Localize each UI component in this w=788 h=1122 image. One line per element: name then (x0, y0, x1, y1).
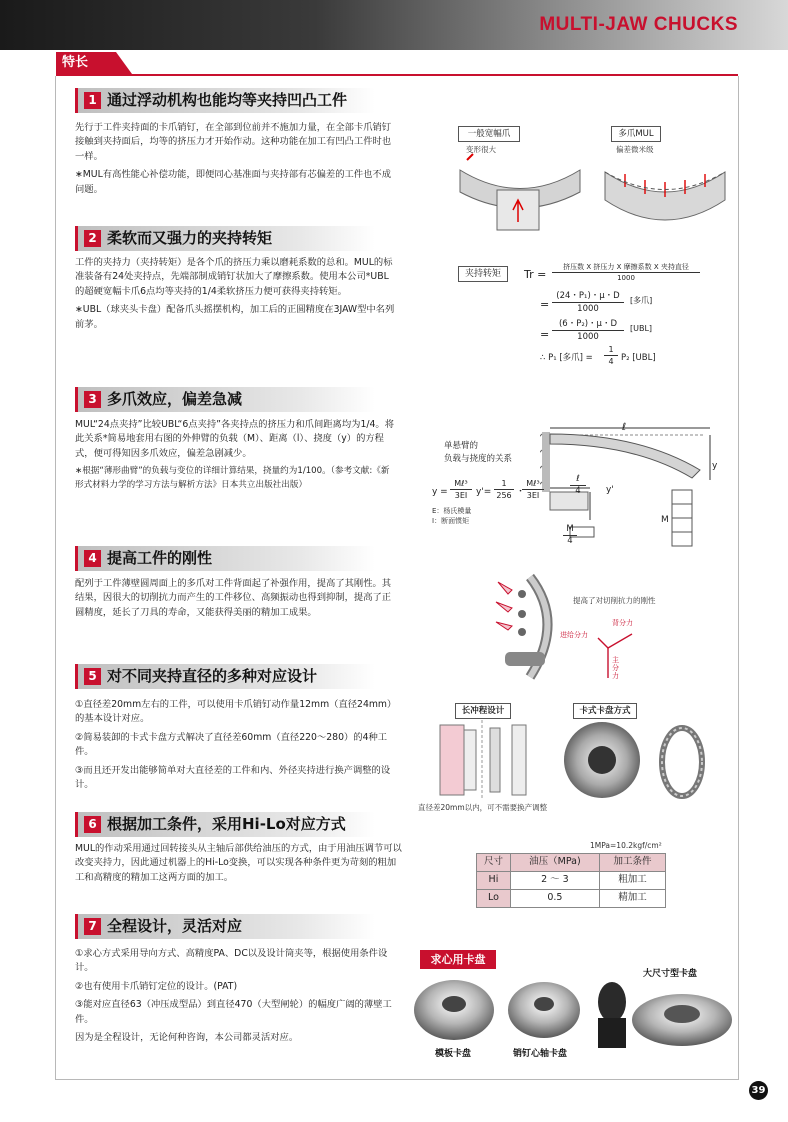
paragraph: 因为是全程设计，无论何种咨询，本公司都灵活对应。 (75, 1032, 299, 1044)
fig7-chuck-photos (412, 972, 742, 1052)
formula-fraction: (24・P₁)・μ・D 1000 (552, 290, 624, 315)
fig-note: 变形很大 (466, 145, 496, 154)
fig1-illustration (455, 152, 730, 232)
paragraph: 先行于工件夹持面的卡爪销钉，在全部到位前并不施加力量，在全部卡爪销钉接触到夹持面后，均等的挤压力才开始作动。这种功能在加工有凹凸工件时也一样。 (75, 122, 392, 162)
label-l: ℓ (622, 422, 627, 433)
formula-fraction: (6・P₂)・μ・D 1000 (552, 318, 624, 343)
section-heading (75, 812, 375, 837)
section-number: 6 (84, 816, 101, 833)
label-yprime: y' (606, 485, 614, 495)
formula-fraction: Mℓ³ 3EI (450, 478, 472, 501)
formula-result-tail: P₂ [UBL] (621, 353, 656, 363)
fig-label-long-stroke: 长冲程设计 (455, 703, 511, 719)
fig-label-centering: 求心用卡盘 (420, 950, 496, 969)
conditions-table (476, 853, 666, 908)
formula-fraction: 1 256 (494, 478, 514, 501)
fig-label-cassette: 卡式卡盘方式 (573, 703, 637, 719)
fig3-title: 单悬臂的 负载与挠度的关系 (444, 441, 513, 464)
page-number: 39 (749, 1081, 768, 1100)
section-body (75, 256, 398, 336)
list-item: ①直径差20mm左右的工件，可以使用卡爪销钉动作量12mm（直径24mm）的基本设计对应。 (75, 699, 397, 725)
paragraph: MUL的作动采用通过回转接头从主轴后部供给油压的方式，由于用油压调节可以改变夹持力，因此通过机器上的Hi-Lo变换，可以实现各种条件更为苛刻的粗加工和高精度的精加工这两方面的加工。 (75, 843, 402, 883)
section-title: 对不同夹持直径的多种对应设计 (107, 667, 318, 685)
paragraph: MUL“24点夹持”比较UBL“6点夹持”各夹持点的挤压力和爪间距离均为1/4。将此关系*简易地套用右图的外伸臂的负载（M）、距离（l）、挠度（y）的方程式，便可得知因多爪效应，偏差急剧减少。 (75, 419, 394, 459)
caption-large-chuck: 大尺寸型卡盘 (643, 969, 698, 979)
column-header: 加工条件 (599, 854, 665, 872)
label-M: M (661, 515, 669, 525)
section-heading (75, 387, 375, 412)
caption-template-chuck: 模板卡盘 (435, 1049, 472, 1059)
table-row (477, 890, 666, 908)
list-item: ①求心方式采用导向方式、高精度PA、DC以及设计筒夹等，根据使用条件设计。 (75, 948, 388, 974)
section-heading (75, 226, 375, 251)
table-cell: 粗加工 (599, 872, 665, 890)
formula-eq: = (540, 328, 550, 341)
note: ∗UBL（球夹头卡盘）配备爪头摇摆机构，加工后的正圆精度在3JAW型中名列前茅。 (75, 304, 395, 330)
section-title: 根据加工条件，采用Hi-Lo对应方式 (107, 815, 346, 833)
section-body (75, 842, 405, 889)
section-number: 2 (84, 230, 101, 247)
formula-eq: = (540, 298, 550, 311)
list-item: ③能对应直径63（冲压成型品）到直径470（大型闸轮）的幅度广阔的薄壁工件。 (75, 999, 392, 1025)
formula-tr: Tr = (524, 268, 547, 281)
column-header: 尺寸 (477, 854, 511, 872)
table-header (477, 854, 666, 872)
section-body (75, 121, 398, 201)
section-title: 柔软而又强力的夹持转矩 (107, 229, 273, 247)
section-body (75, 698, 398, 796)
formula-tag: [多爪] (630, 296, 653, 305)
section-number: 7 (84, 918, 101, 935)
list-item: ②也有使用卡爪销钉定位的设计。(PAT) (75, 980, 238, 992)
force-label: 进给分力 (560, 631, 588, 639)
formula-fraction: 1 4 (604, 344, 618, 367)
section-title: 全程设计，灵活对应 (107, 917, 243, 935)
table-cell: Lo (477, 890, 511, 908)
list-item: ③而且还开发出能够简单对大直径差的工件和内、外径夹持进行换产调整的设计。 (75, 764, 391, 791)
fig-label-wide-jaw: 一般宽幅爪 (458, 126, 520, 142)
unit-note: 1MPa=10.2kgf/cm² (590, 841, 662, 850)
table-cell: Hi (477, 872, 511, 890)
fig4-illustration (490, 572, 570, 682)
label-l4: ℓ 4 (570, 474, 586, 497)
force-label: 背分力 (612, 619, 633, 627)
label-y: y (712, 461, 718, 471)
section-number: 3 (84, 391, 101, 408)
section-heading (75, 88, 375, 113)
section-title: 提高工件的刚性 (107, 549, 213, 567)
label-M4: M 4 (563, 524, 577, 547)
fig-label-torque: 夹持转矩 (458, 266, 508, 282)
table-row (477, 872, 666, 890)
column-header: 油压（MPa) (510, 854, 599, 872)
section-heading (75, 664, 375, 689)
section-tab: 特长 (56, 52, 116, 74)
page-title: MULTI-JAW CHUCKS (539, 14, 738, 35)
table-cell: 2 ～ 3 (510, 872, 599, 890)
formula-tag: [UBL] (630, 324, 653, 333)
cassette-chuck-photo (560, 718, 710, 803)
section-number: 5 (84, 668, 101, 685)
table-cell: 0.5 (510, 890, 599, 908)
formula-result: ∴ P₁ [多爪] = (540, 353, 593, 363)
formula-dot: ・ (516, 487, 526, 497)
force-label: 主分力 (612, 656, 619, 680)
section-number: 1 (84, 92, 101, 109)
note: ∗MUL有高性能心补偿功能，即便同心基准面与夹持部有芯偏差的工件也不成问题。 (75, 169, 391, 195)
long-stroke-diagram (430, 720, 540, 800)
fig5-note: 直径差20mm以内，可不需要换产调整 (418, 803, 548, 812)
paragraph: 工件的夹持力（夹持转矩）是各个爪的挤压力乘以磨耗系数的总和。MUL的标准装备有24处夹持点，先端部制成销钉状加大了摩擦系数。使用本公司*UBL的超硬宽幅卡爪6点均等夹持的1/4柔软挤压力便可获得夹持转矩。 (75, 257, 393, 297)
section-body (75, 947, 398, 1049)
section-body (75, 577, 398, 624)
formula-fraction: 挤压数 X 挤压力 X 摩擦系数 X 夹持直径 1000 (552, 262, 700, 283)
section-number: 4 (84, 550, 101, 567)
fig4-caption: 提高了对切削抗力的刚性 (573, 596, 656, 605)
formula-y: y = (432, 487, 448, 497)
formula-notes: E：杨氏模量 I：断面惯矩 (432, 507, 472, 525)
section-title: 通过浮动机构也能均等夹持凹凸工件 (107, 91, 348, 109)
formula-yprime: y'= (476, 487, 492, 497)
section-title: 多爪效应，偏差急减 (107, 390, 243, 408)
formula-fraction: Mℓ³ 3EI (522, 478, 544, 501)
section-heading (75, 546, 375, 571)
force-arrows (580, 620, 660, 680)
list-item: ②简易装卸的卡式卡盘方式解决了直径差60mm（直径220～280）的4种工件。 (75, 731, 388, 758)
section-heading (75, 914, 375, 939)
caption-pin-mandrel-chuck: 销钉心轴卡盘 (513, 1049, 568, 1059)
note: ∗根据“薄形曲臂”的负载与变位的详细计算结果，挠量约为1/100。（参考文献:《新形式材料力学的学习方法与解析方法》日本共立出版社出版） (75, 466, 390, 490)
section-body (75, 418, 398, 496)
fig-note: 偏差微米级 (616, 145, 654, 154)
paragraph: 配列于工件薄壁圆周面上的多爪对工件背面起了补强作用，提高了其刚性。其结果，因很大的切削抗力而产生的工件移位、高频振动也得到抑制，提高了正圆精度，延长了刀具的寿命，又能获得美丽的精加工成果。 (75, 578, 392, 618)
table-cell: 精加工 (599, 890, 665, 908)
fig-label-mul: 多爪MUL (611, 126, 661, 142)
